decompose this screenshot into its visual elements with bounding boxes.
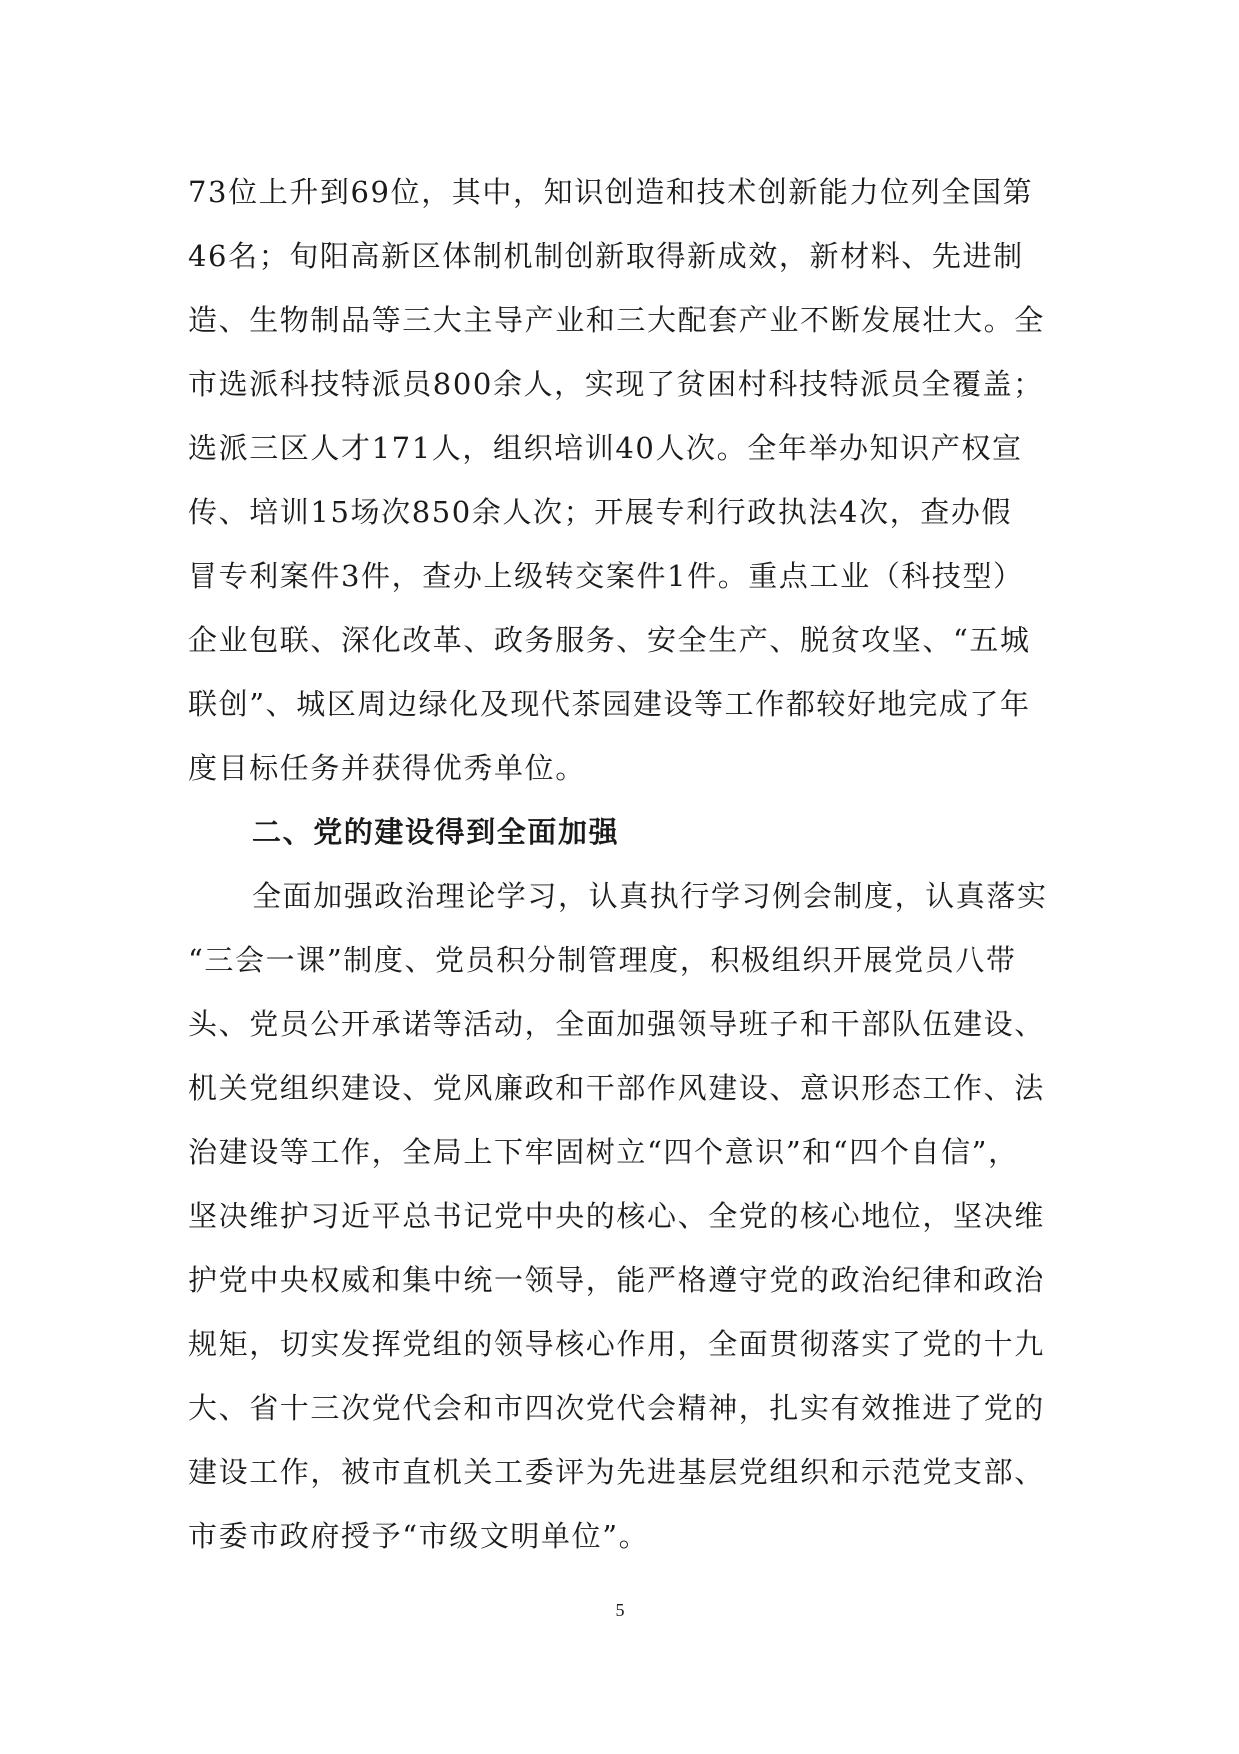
text-line: 机关党组织建设、党风廉政和干部作风建设、意识形态工作、法 [188,1071,1045,1105]
text-line: 46名；旬阳高新区体制机制创新取得新成效，新材料、先进制 [188,239,1024,273]
text-line: 建设工作，被市直机关工委评为先进基层党组织和示范党支部、 [188,1455,1045,1489]
text-line: 全面加强政治理论学习，认真执行学习例会制度，认真落实 [252,879,1048,913]
paragraph-continued [188,160,1058,800]
text-line: 73位上升到69位，其中，知识创造和技术创新能力位列全国第 [188,175,1034,209]
page-number: 5 [615,1600,625,1620]
paragraph-party-building [188,864,1058,1568]
text-line: 护党中央权威和集中统一领导，能严格遵守党的政治纪律和政治 [188,1263,1045,1297]
text-line: 传、培训15场次850余人次；开展专利行政执法4次，查办假 [188,495,1013,529]
text-line: “三会一课”制度、党员积分制管理度，积极组织开展党员八带 [188,943,1017,977]
text-line: 选派三区人才171人，组织培训40人次。全年举办知识产权宣 [188,431,1023,465]
document-body [188,160,1058,1568]
text-line: 市选派科技特派员800余人，实现了贫困村科技特派员全覆盖； [188,367,1044,401]
text-line: 联创”、城区周边绿化及现代茶园建设等工作都较好地完成了年 [188,687,1031,721]
text-line: 治建设等工作，全局上下牢固树立“四个意识”和“四个自信”， [188,1135,1019,1169]
text-line: 造、生物制品等三大主导产业和三大配套产业不断发展壮大。全 [188,303,1045,337]
text-line: 市委市政府授予“市级文明单位”。 [188,1519,650,1553]
text-line: 度目标任务并获得优秀单位。 [188,751,586,785]
text-line: 冒专利案件3件，查办上级转交案件1件。重点工业（科技型） [188,559,1024,593]
text-line: 规矩，切实发挥党组的领导核心作用，全面贯彻落实了党的十九 [188,1327,1045,1361]
text-line: 大、省十三次党代会和市四次党代会精神，扎实有效推进了党的 [188,1391,1045,1425]
section-heading: 二、党的建设得到全面加强 [252,815,620,849]
text-line: 头、党员公开承诺等活动，全面加强领导班子和干部队伍建设、 [188,1007,1045,1041]
text-line: 企业包联、深化改革、政务服务、安全生产、脱贫攻坚、“五城 [188,623,1031,657]
text-line: 坚决维护习近平总书记党中央的核心、全党的核心地位，坚决维 [188,1199,1045,1233]
